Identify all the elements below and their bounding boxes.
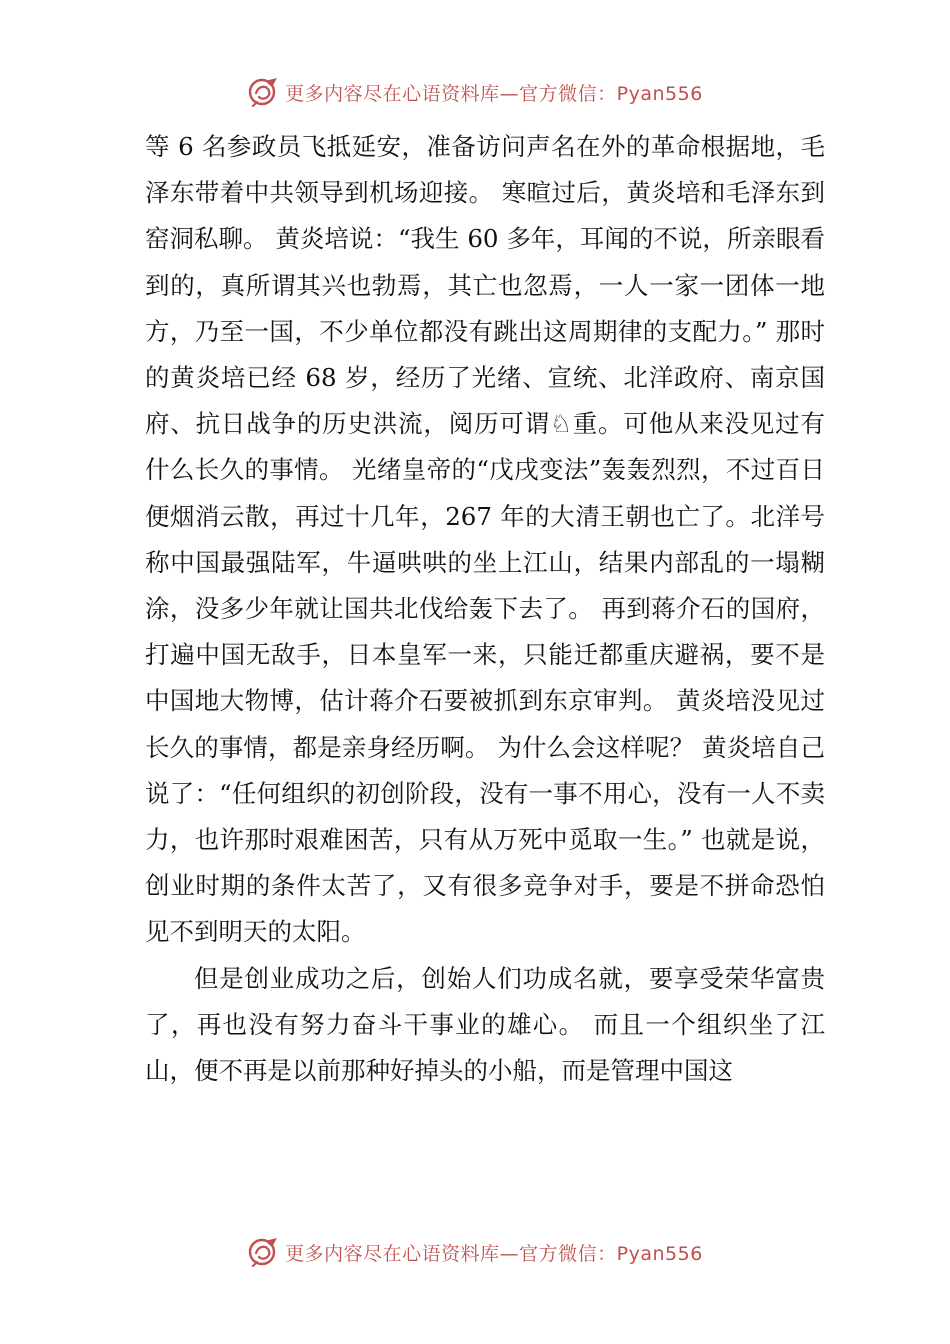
heart-swirl-logo-icon bbox=[247, 75, 281, 109]
header-banner-text: 更多内容尽在心语资料库—官方微信：Pyan556 bbox=[285, 82, 703, 105]
body-paragraph-2: 但是创业成功之后，创始人们功成名就，要享受荣华富贵了，再也没有努力奋斗干事业的雄心。 而且一个组织坐了江山，便不再是以前那种好掉头的小船，而是管理中国这 bbox=[145, 963, 825, 1086]
footer-banner bbox=[0, 1232, 950, 1272]
header-banner bbox=[0, 72, 950, 112]
document-body bbox=[145, 124, 825, 1094]
body-paragraph-1: 等 6 名参政员飞抵延安，准备访问声名在外的革命根据地，毛泽东带着中共领导到机场迎接。 寒暄过后，黄炎培和毛泽东到窑洞私聊。 黄炎培说：“我生 60 多年，耳闻的不说，所亲眼看到的，真所谓其兴也勃焉，其亡也忽焉，一人一家一团体一地方，乃至一国，不少单位都没有跳出这周期律的支配力。” 那时的黄炎培已经 68 岁，经历了光绪、宣统、北洋政府、南京国府、抗日战争的历史洪流，阅历可谓♘重。可他从来没见过有什么长久的事情。 光绪皇帝的“戊戌变法”轰轰烈烈，不过百日便烟消云散，再过十几年，267 年的大清王朝也亡了。北洋号称中国最强陆军，牛逼哄哄的坐上江山，结果内部乱的一塌糊涂，没多少年就让国共北伐给轰下去了。 再到蒋介石的国府，打遍中国无敌手，日本皇军一来，只能迁都重庆避祸，要不是中国地大物博，估计蒋介石要被抓到东京审判。 黄炎培没见过长久的事情，都是亲身经历啊。 为什么会这样呢？ 黄炎培自己说了：“任何组织的初创阶段，没有一事不用心，没有一人不卖力，也许那时艰难困苦，只有从万死中觅取一生。” 也就是说，创业时期的条件太苦了，又有很多竞争对手，要是不拼命恐怕见不到明天的太阳。 bbox=[145, 132, 825, 947]
footer-banner-text: 更多内容尽在心语资料库—官方微信：Pyan556 bbox=[285, 1242, 703, 1265]
heart-swirl-logo-icon bbox=[247, 1235, 281, 1269]
